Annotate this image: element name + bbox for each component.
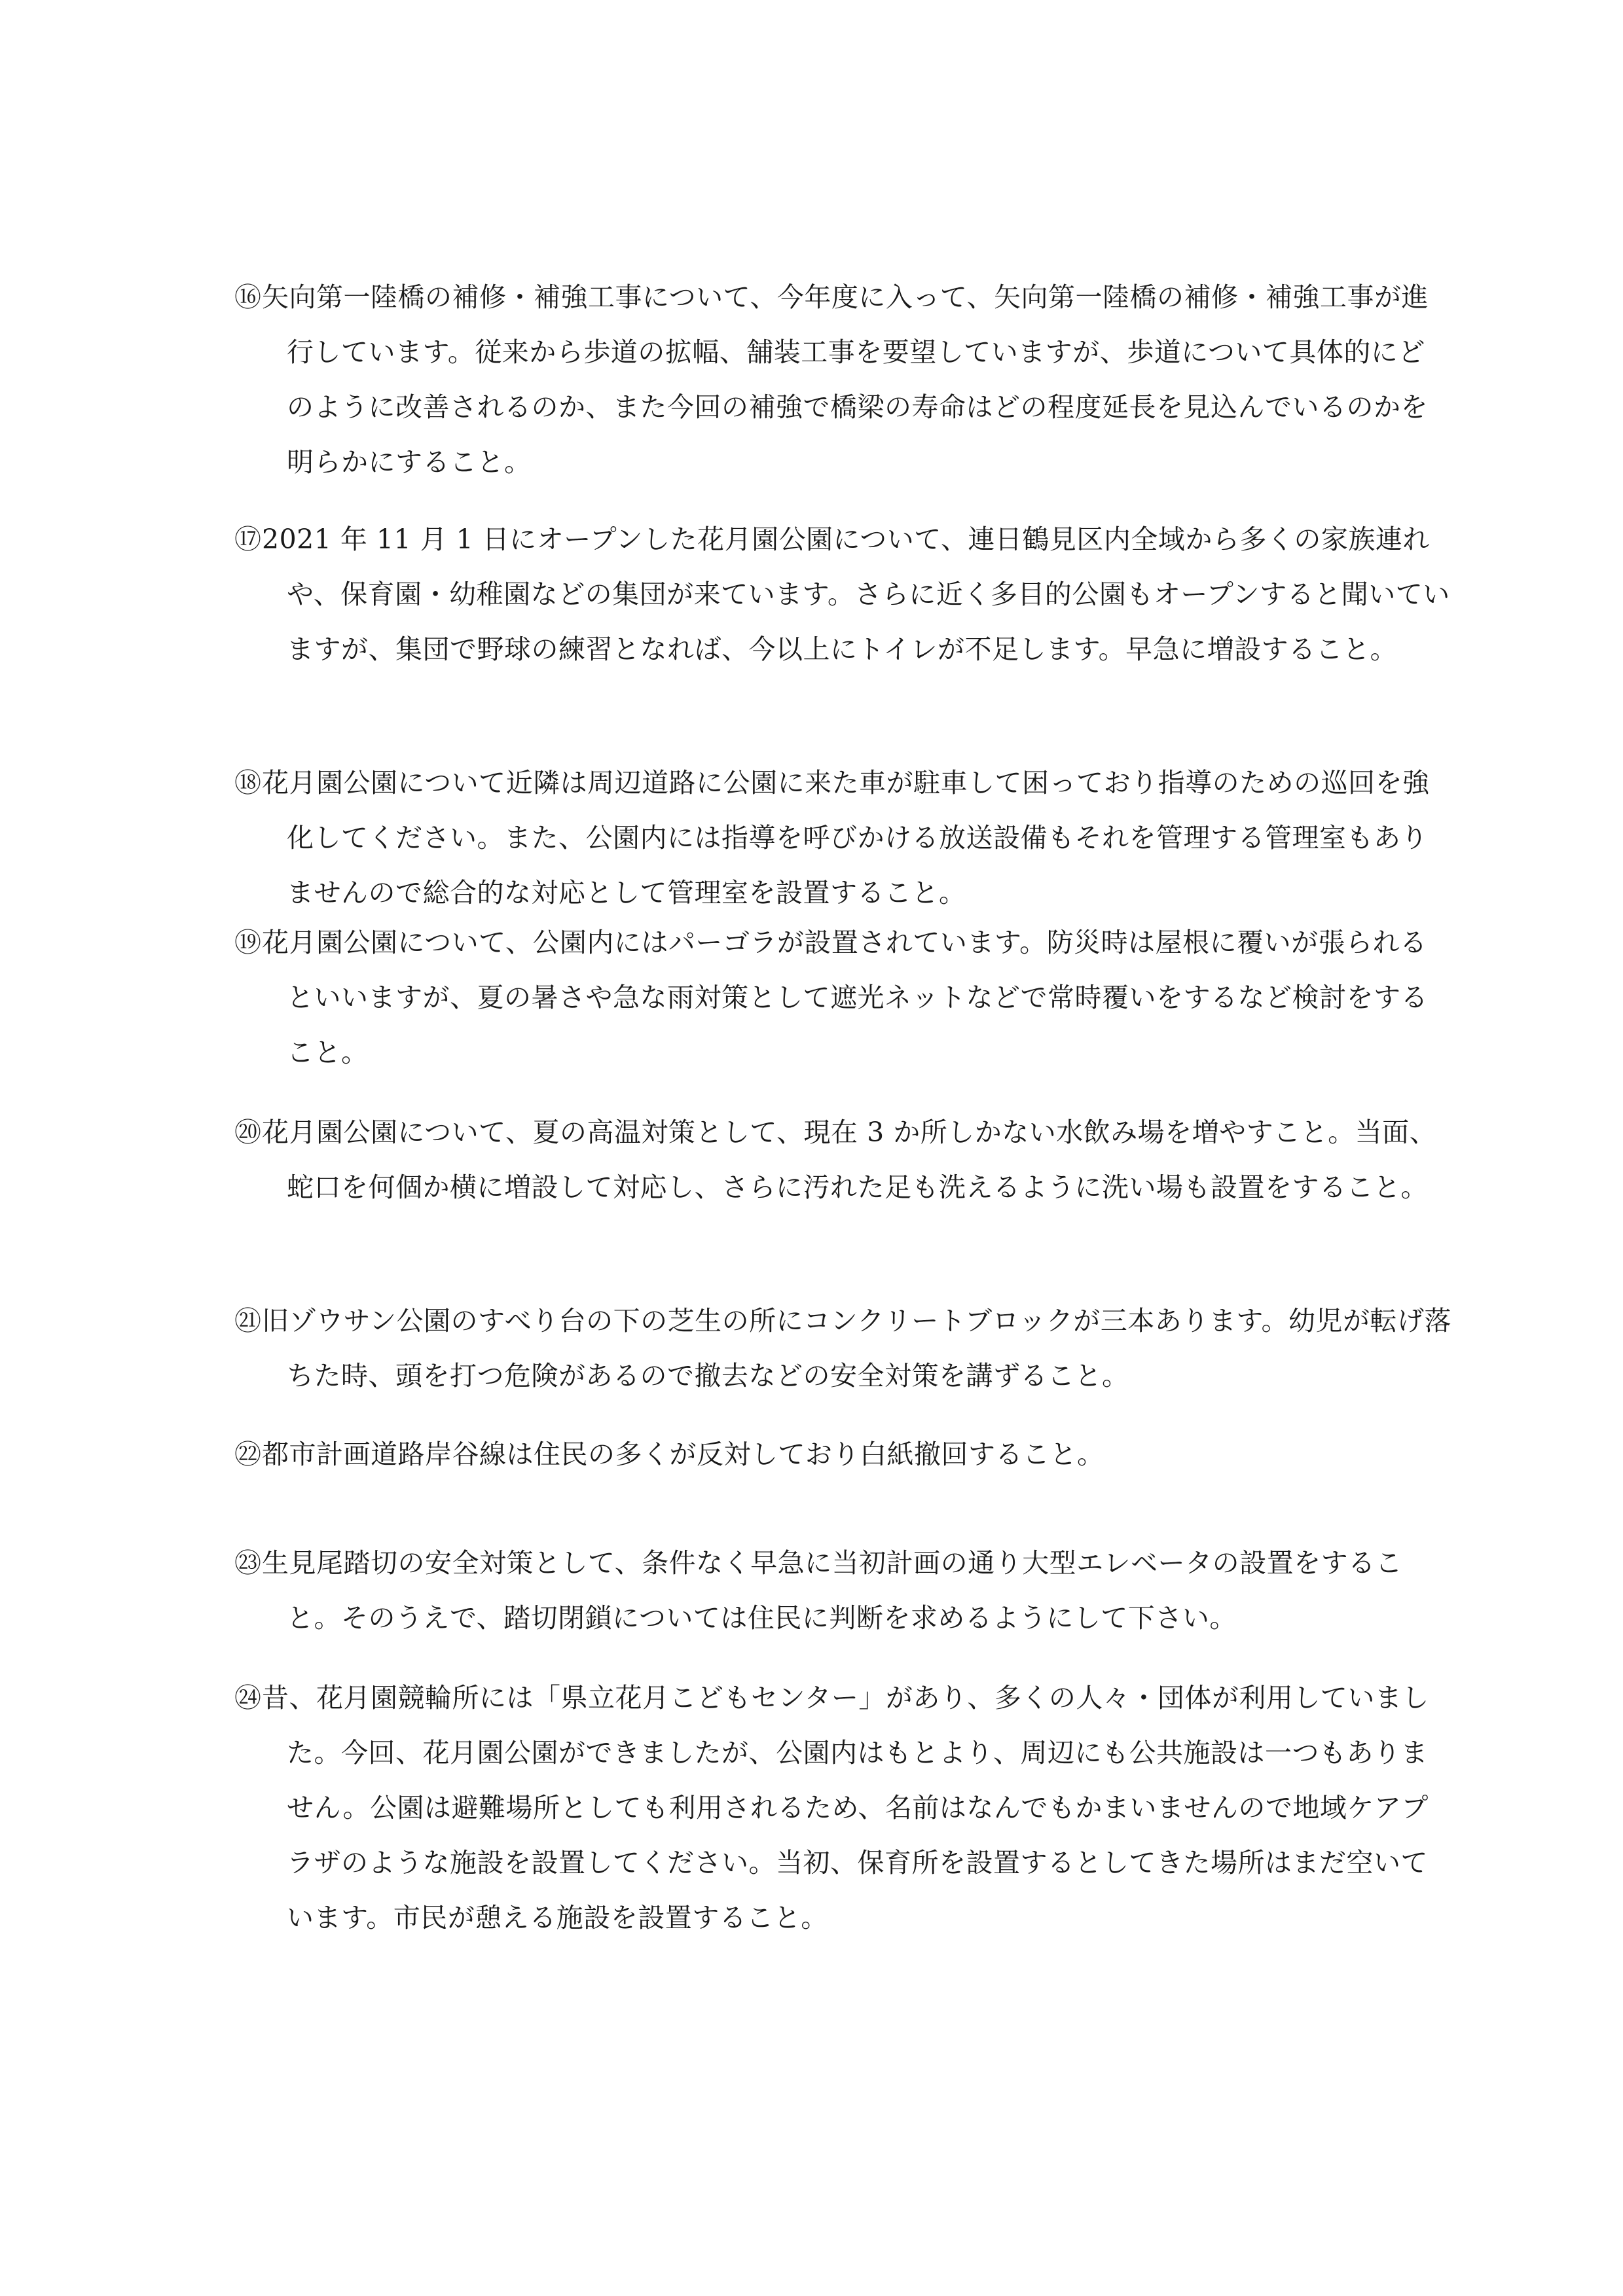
- item-text: 矢向第一陸橋の補修・補強工事について、今年度に入って、矢向第一陸橋の補修・補強工事が進行しています。従来から歩道の拡幅、舗装工事を要望していますが、歩道について具体的にどのように改善されるのか、また今回の補強で橋梁の寿命はどの程度延長を見込んでいるのかを明らかにすること。: [262, 281, 1429, 478]
- request-item-20: [234, 1105, 1452, 1215]
- request-item-19: [234, 915, 1452, 1080]
- item-number: ⑰: [234, 524, 262, 555]
- item-text: 花月園公園について、夏の高温対策として、現在 3 か所しかない水飲み場を増やすこと。当面、蛇口を何個か横に増設して対応し、さらに汚れた足も洗えるように洗い場も設置をすること。: [262, 1117, 1437, 1203]
- item-number: ⑱: [234, 767, 262, 798]
- request-item-17: [234, 512, 1452, 677]
- item-number: ㉒: [234, 1439, 262, 1470]
- request-item-16: [234, 270, 1452, 490]
- item-number: ⑲: [234, 927, 262, 958]
- item-text: 都市計画道路岸谷線は住民の多くが反対しており白紙撤回すること。: [262, 1439, 1104, 1470]
- item-number: ⑳: [234, 1117, 262, 1148]
- item-number: ㉔: [234, 1682, 262, 1713]
- request-item-22: [234, 1427, 1452, 1482]
- item-text: 旧ゾウサン公園のすべり台の下の芝生の所にコンクリートブロックが三本あります。幼児が転げ落ちた時、頭を打つ危険があるので撤去などの安全対策を講ずること。: [262, 1305, 1451, 1391]
- item-text: 昔、花月園競輪所には「県立花月こどもセンター」があり、多くの人々・団体が利用していました。今回、花月園公園ができましたが、公園内はもとより、周辺にも公共施設は一つもありません。公園は避難場所としても利用されるため、名前はなんでもかまいませんので地域ケアプラザのような施設を設置してください。当初、保育所を設置するとしてきた場所はまだ空いています。市民が憩える施設を設置すること。: [262, 1682, 1429, 1933]
- request-item-24: [234, 1670, 1452, 1945]
- item-text: 花月園公園について、公園内にはパーゴラが設置されています。防災時は屋根に覆いが張られるといいますが、夏の暑さや急な雨対策として遮光ネットなどで常時覆いをするなど検討をすること。: [262, 927, 1428, 1068]
- request-item-23: [234, 1535, 1452, 1645]
- item-number: ㉓: [234, 1547, 262, 1579]
- request-item-18: [234, 755, 1452, 920]
- item-text: 生見尾踏切の安全対策として、条件なく早急に当初計画の通り大型エレベータの設置をすること。そのうえで、踏切閉鎖については住民に判断を求めるようにして下さい。: [262, 1547, 1403, 1634]
- item-number: ㉑: [234, 1305, 262, 1336]
- item-number: ⑯: [234, 281, 262, 313]
- item-text: 2021 年 11 月 1 日にオープンした花月園公園について、連日鶴見区内全域から多くの家族連れや、保育園・幼稚園などの集団が来ています。さらに近く多目的公園もオープンすると聞いていますが、集団で野球の練習となれば、今以上にトイレが不足します。早急に増設すること。: [262, 524, 1450, 665]
- request-item-21: [234, 1293, 1452, 1403]
- item-text: 花月園公園について近隣は周辺道路に公園に来た車が駐車して困っており指導のための巡回を強化してください。また、公園内には指導を呼びかける放送設備もそれを管理する管理室もありませんので総合的な対応として管理室を設置すること。: [262, 767, 1430, 908]
